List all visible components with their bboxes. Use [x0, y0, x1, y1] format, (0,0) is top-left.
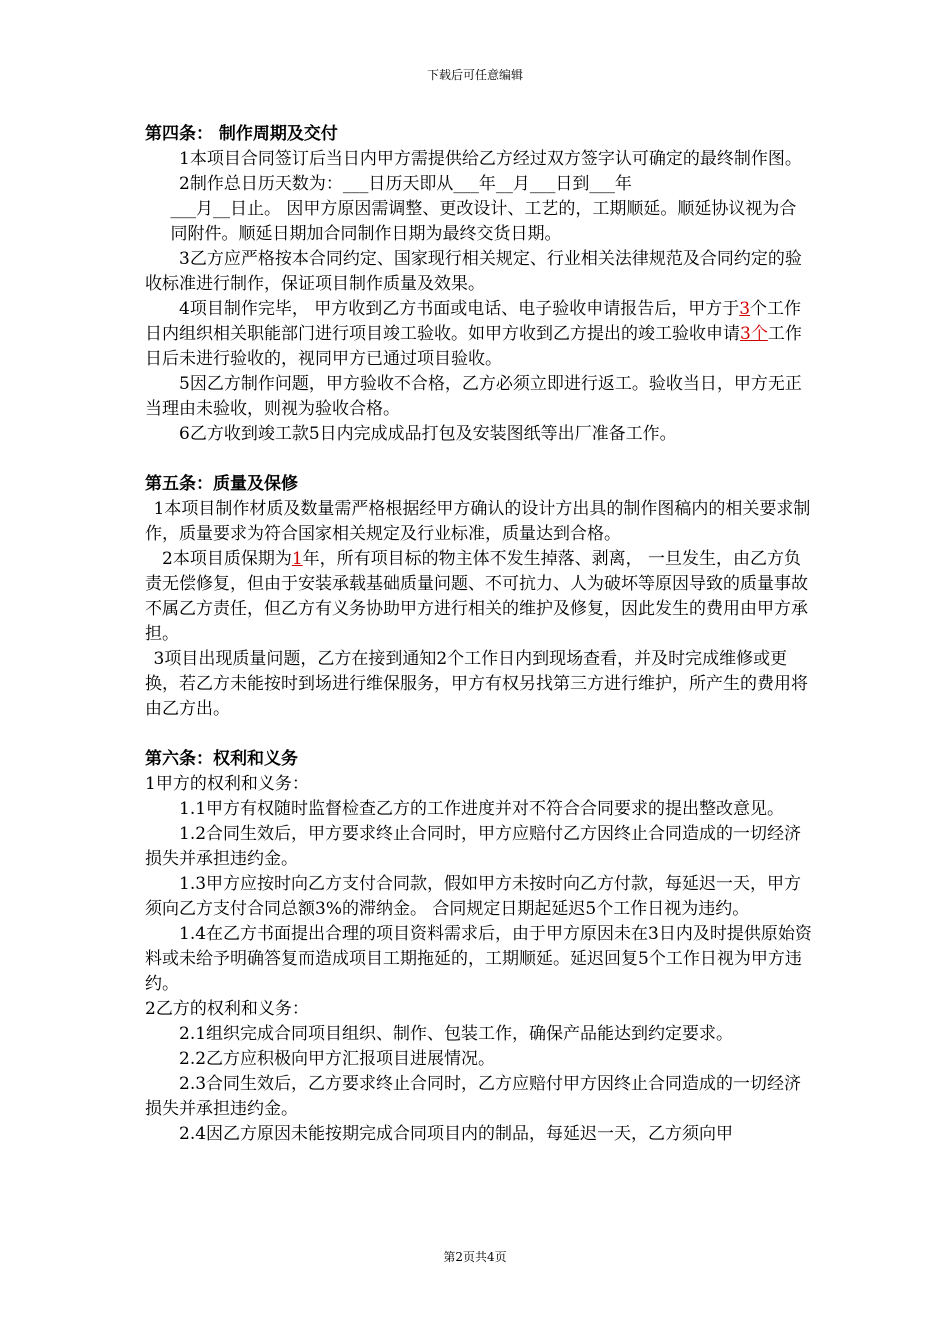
sec4-p4-text-c: 工作日后未进行验收的，视同甲方已通过项目验收。	[145, 324, 802, 369]
sec6-paragraph-1-2: 1.2合同生效后，甲方要求终止合同时，甲方应赔付乙方因终止合同造成的一切经济损失并承担违约金。	[145, 824, 802, 869]
sec6-subheading-2: 2乙方的权利和义务：	[145, 999, 309, 1019]
section-5-title: 第五条：质量及保修	[145, 474, 298, 494]
sec5-paragraph-3: 3项目出现质量问题，乙方在接到通知2个工作日内到现场查看，并及时完成维修或更换，若乙方未能按时到场进行维保服务，甲方有权另找第三方进行维护，所产生的费用将由乙方出。	[145, 649, 808, 719]
acceptance-deadline-value: 3个	[740, 324, 768, 344]
sec5-paragraph-1: 1本项目制作材质及数量需严格根据经甲方确认的设计方出具的制作图稿内的相关要求制作，质量要求为符合国家相关规定及行业标准，质量达到合格。	[145, 499, 811, 544]
sec6-paragraph-1-3: 1.3甲方应按时向乙方支付合同款，假如甲方未按时向乙方付款，每延迟一天，甲方须向乙方支付合同总额3%的滞纳金。 合同规定日期起延迟5个工作日视为违约。	[145, 874, 802, 919]
page-header: 下载后可任意编辑	[426, 68, 523, 82]
sec4-p4-text-a: 4项目制作完毕， 甲方收到乙方书面或电话、电子验收申请报告后，甲方于	[179, 299, 740, 319]
page-footer: 第2页共4页	[443, 1250, 507, 1264]
sec5-paragraph-2	[145, 547, 813, 647]
sec6-paragraph-1-4: 1.4在乙方书面提出合理的项目资料需求后，由于甲方原因未在3日内及时提供原始资料或未给予明确答复而造成项目工期拖延的，工期顺延。延迟回复5个工作日视为甲方违约。	[145, 924, 812, 994]
spacer	[145, 722, 813, 747]
sec4-p4-text-b: 个工作日内组织相关职能部门进行项目竣工验收。如甲方收到乙方提出的竣工验收申请	[145, 299, 802, 344]
sec4-paragraph-1: 1本项目合同签订后当日内甲方需提供给乙方经过双方签字认可确定的最终制作图。	[179, 149, 802, 169]
sec6-paragraph-2-2: 2.2乙方应积极向甲方汇报项目进展情况。	[179, 1049, 496, 1069]
sec4-paragraph-2b: ___月__日止。 因甲方原因需调整、更改设计、工艺的，工期顺延。顺延协议视为合同附件。顺延日期加合同制作日期为最终交货日期。	[170, 199, 797, 244]
warranty-years-value: 1	[291, 549, 303, 569]
section-6-title: 第六条：权利和义务	[145, 749, 298, 769]
acceptance-days-value: 3	[739, 299, 751, 319]
sec6-paragraph-2-3: 2.3合同生效后，乙方要求终止合同时，乙方应赔付甲方因终止合同造成的一切经济损失并承担违约金。	[145, 1074, 802, 1119]
document-body	[145, 122, 813, 1147]
sec6-paragraph-2-4: 2.4因乙方原因未能按期完成合同项目内的制品，每延迟一天，乙方须向甲	[179, 1124, 734, 1144]
sec4-paragraph-3: 3乙方应严格按本合同约定、国家现行相关规定、行业相关法律规范及合同约定的验收标准进行制作，保证项目制作质量及效果。	[145, 249, 802, 294]
sec4-paragraph-5: 5因乙方制作问题，甲方验收不合格，乙方必须立即进行返工。验收当日，甲方无正当理由未验收，则视为验收合格。	[145, 374, 802, 419]
sec4-paragraph-4	[145, 297, 813, 372]
sec6-subheading-1: 1甲方的权利和义务：	[145, 774, 309, 794]
sec5-p2-text-b: 年，所有项目标的物主体不发生掉落、剥离， 一旦发生，由乙方负责无偿修复，但由于安装承载基础质量问题、不可抗力、人为破坏等原因导致的质量事故不属乙方责任，但乙方有义务协助甲方进行相关的维护及修复，因此发生的费用由甲方承担。	[145, 549, 808, 644]
sec6-paragraph-2-1: 2.1组织完成合同项目组织、制作、包装工作，确保产品能达到约定要求。	[179, 1024, 734, 1044]
sec4-paragraph-2a: 2制作总日历天数为：___日历天即从___年__月___日到___年	[179, 174, 632, 194]
section-4-title: 第四条： 制作周期及交付	[145, 124, 338, 144]
sec4-paragraph-6: 6乙方收到竣工款5日内完成成品打包及安装图纸等出厂准备工作。	[179, 424, 677, 444]
sec6-paragraph-1-1: 1.1甲方有权随时监督检查乙方的工作进度并对不符合合同要求的提出整改意见。	[179, 799, 785, 819]
sec5-p2-text-a: 2本项目质保期为	[162, 549, 292, 569]
spacer	[145, 447, 813, 472]
